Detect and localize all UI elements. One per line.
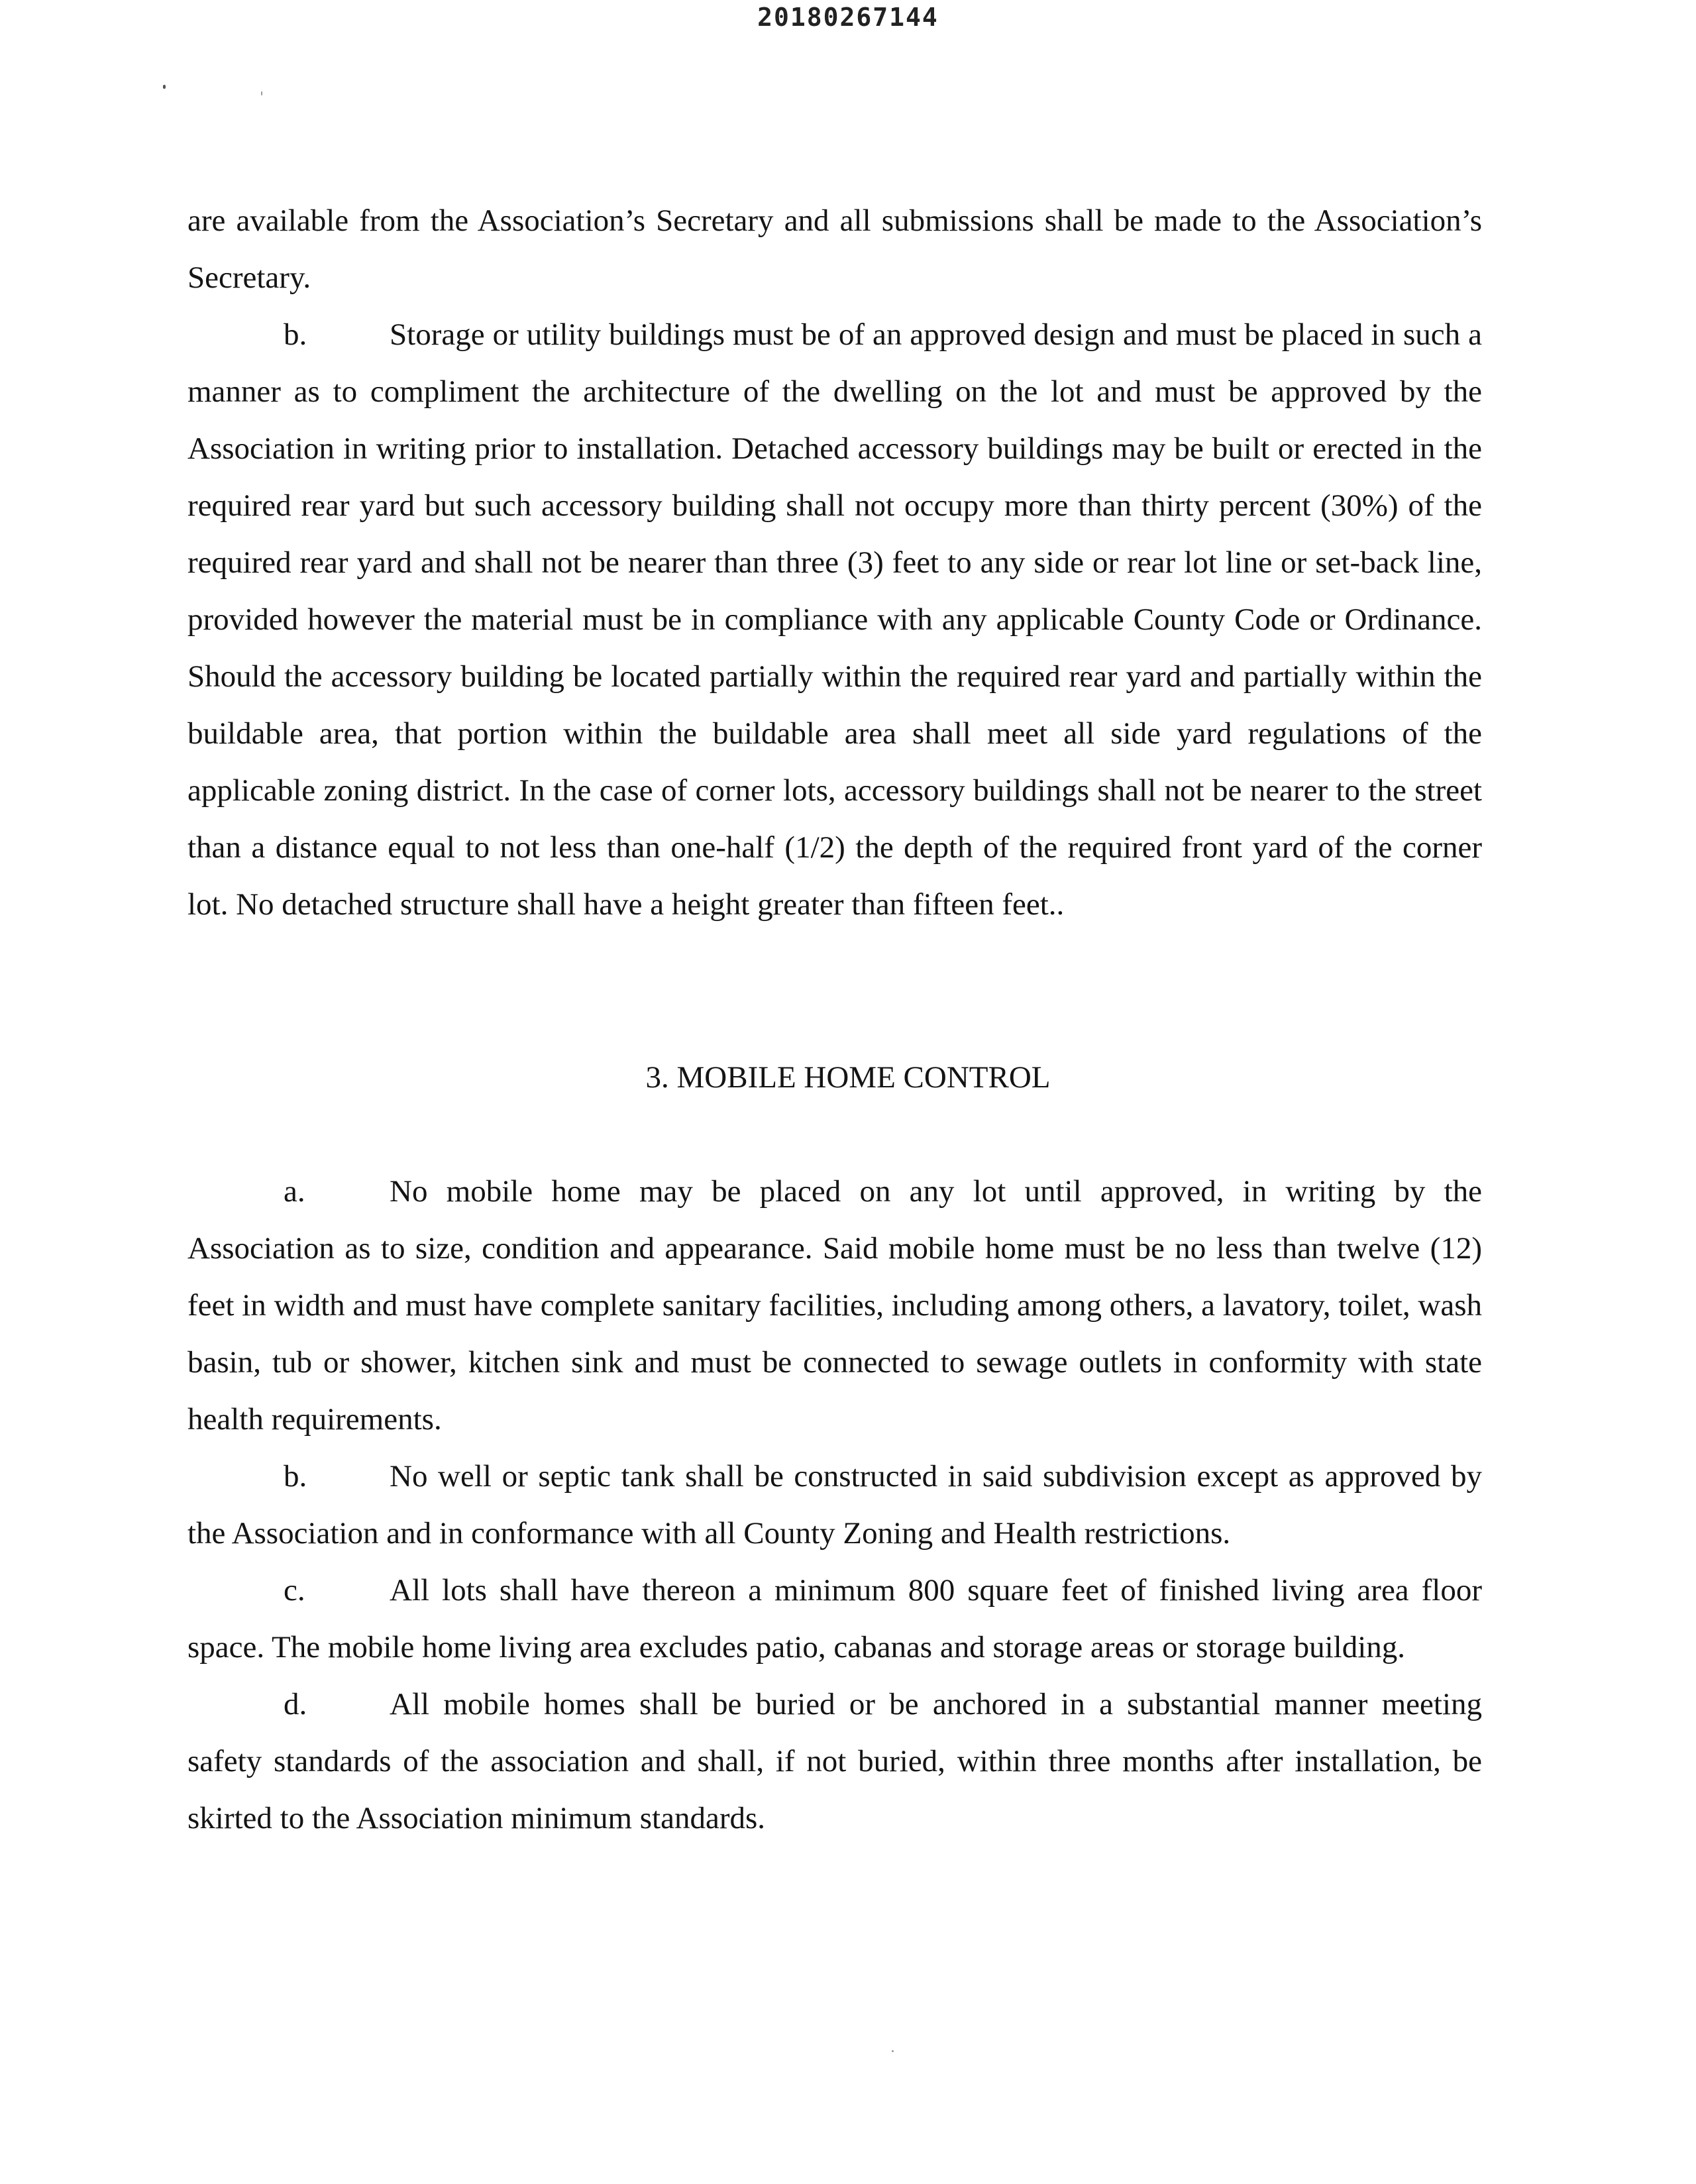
section-3-body	[187, 1163, 1482, 1847]
item-marker: c.	[284, 1573, 305, 1608]
item-marker: b.	[284, 317, 307, 352]
continuation-paragraph: are available from the Association’s Secretary and all submissions shall be made to the Association’s Secretary.	[187, 203, 1482, 295]
item-b-paragraph	[187, 306, 1482, 933]
scan-speck	[163, 85, 166, 89]
item-text: No mobile home may be placed on any lot until approved, in writing by the Association as to size, condition and appearance. Said mobile home must be no less than twelve (12) feet in width and must have complete sanitary facilities, including among others, a lavatory, toilet, wash basin, tub or shower, kitchen sink and must be connected to sewage outlets in conformity with state health requirements.	[187, 1174, 1482, 1437]
document-number: 20180267144	[757, 3, 939, 32]
section-heading: 3. MOBILE HOME CONTROL	[645, 1060, 1051, 1095]
item-text: Storage or utility buildings must be of an approved design and must be placed in such a manner as to compliment the architecture of the dwelling on the lot and must be approved by the Association in writing prior to installation. Detached accessory buildings may be built or erected in the required rear yard but such accessory building shall not occupy more than thirty percent (30%) of the required rear yard and shall not be nearer than three (3) feet to any side or rear lot line or set-back line, provided however the material must be in compliance with any applicable County Code or Ordinance. Should the accessory building be located partially within the required rear yard and partially within the buildable area, that portion within the buildable area shall meet all side yard regulations of the applicable zoning district. In the case of corner lots, accessory buildings shall not be nearer to the street than a distance equal to not less than one-half (1/2) the depth of the required front yard of the corner lot. No detached structure shall have a height greater than fifteen feet..	[187, 317, 1482, 922]
section-2-continuation	[187, 192, 1482, 933]
item-a-paragraph	[187, 1163, 1482, 1448]
item-text: No well or septic tank shall be constructed in said subdivision except as approved by the Association and in conformance with all County Zoning and Health restrictions.	[187, 1459, 1482, 1551]
scan-speck	[892, 2050, 894, 2052]
scan-speck	[261, 91, 262, 95]
item-b-paragraph	[187, 1448, 1482, 1562]
item-text: All mobile homes shall be buried or be anchored in a substantial manner meeting safety standards of the association and shall, if not buried, within three months after installation, be skirted to the Association minimum standards.	[187, 1687, 1482, 1835]
item-c-paragraph	[187, 1562, 1482, 1676]
item-marker: d.	[284, 1687, 307, 1721]
item-marker: a.	[284, 1174, 305, 1209]
item-marker: b.	[284, 1459, 307, 1494]
item-d-paragraph	[187, 1676, 1482, 1847]
item-text: All lots shall have thereon a minimum 800 square feet of finished living area floor space. The mobile home living area excludes patio, cabanas and storage areas or storage building.	[187, 1573, 1482, 1665]
